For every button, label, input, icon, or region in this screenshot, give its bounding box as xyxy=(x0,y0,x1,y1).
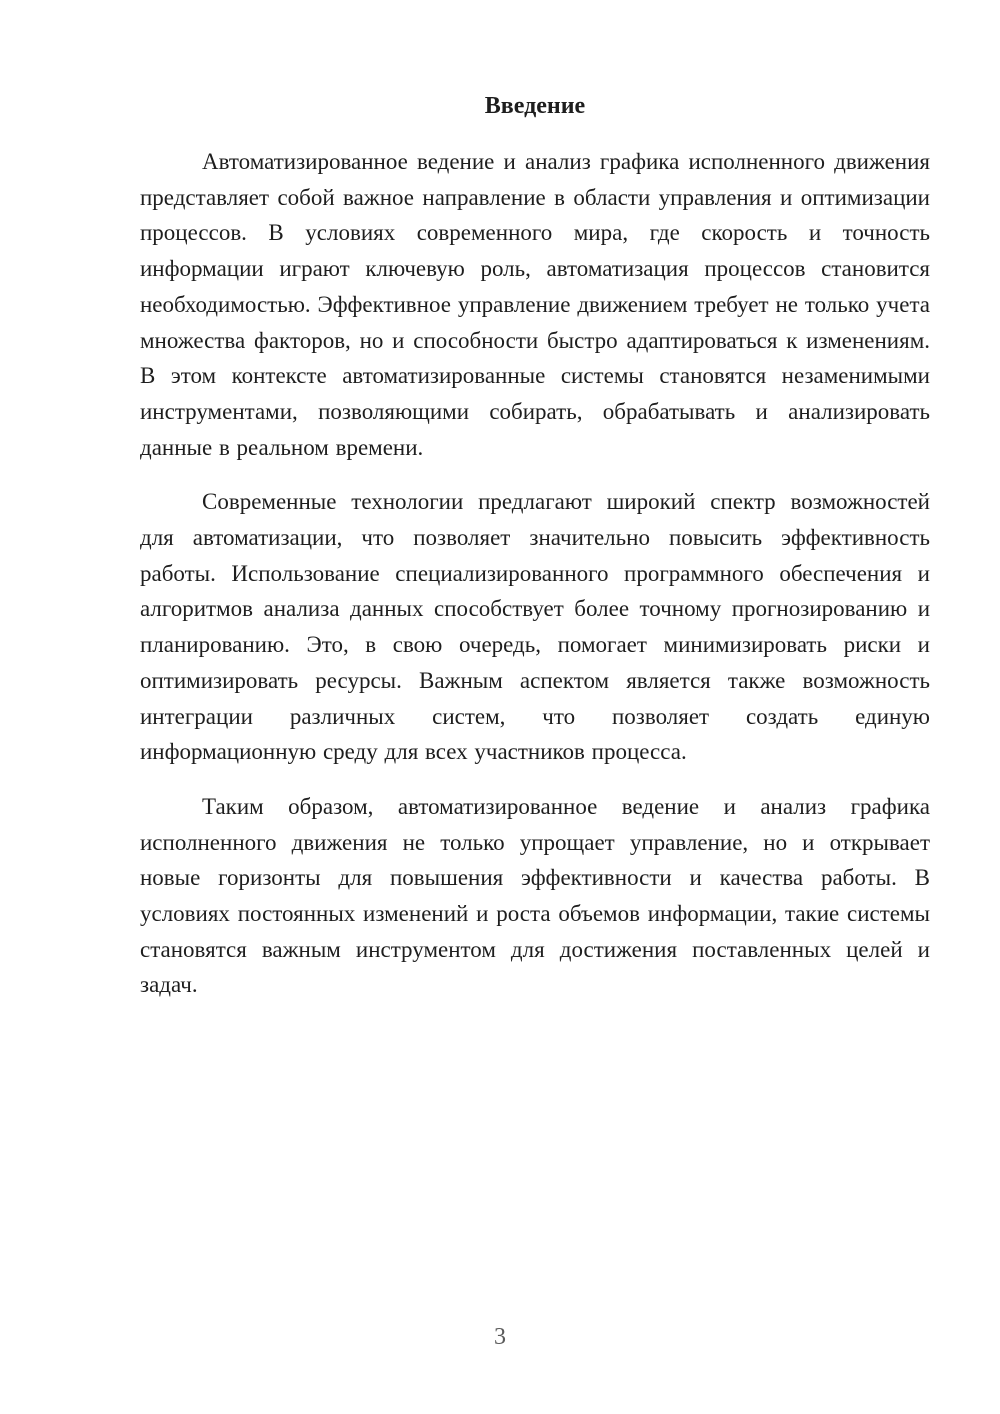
document-content xyxy=(140,88,930,1022)
paragraph-2: Современные технологии предлагают широкий спектр возможностей для автоматизации, что позволяет значительно повысить эффективность работы. Использование специализированного программного обеспечения и алгоритмов анализа данных способствует более точному прогнозированию и планированию. Это, в свою очередь, помогает минимизировать риски и оптимизировать ресурсы. Важным аспектом является также возможность интеграции различных систем, что позволяет создать единую информационную среду для всех участников процесса. xyxy=(140,489,930,765)
paragraph-3: Таким образом, автоматизированное ведение и анализ графика исполненного движения не только упрощает управление, но и открывает новые горизонты для повышения эффективности и качества работы. В условиях постоянных изменений и роста объемов информации, такие системы становятся важным инструментом для достижения поставленных целей и задач. xyxy=(140,793,930,998)
paragraph-1: Автоматизированное ведение и анализ графика исполненного движения представляет собой важное направление в области управления и оптимизации процессов. В условиях современного мира, где скорость и точность информации играют ключевую роль, автоматизация процессов становится необходимостью. Эффективное управление движением требует не только учета множества факторов, но и способности быстро адаптироваться к изменениям. В этом контексте автоматизированные системы становятся незаменимыми инструментами, позволяющими собирать, обрабатывать и анализировать данные в реальном времени. xyxy=(140,149,930,460)
page-title: Введение xyxy=(484,93,586,119)
page-number: 3 xyxy=(494,1324,506,1350)
